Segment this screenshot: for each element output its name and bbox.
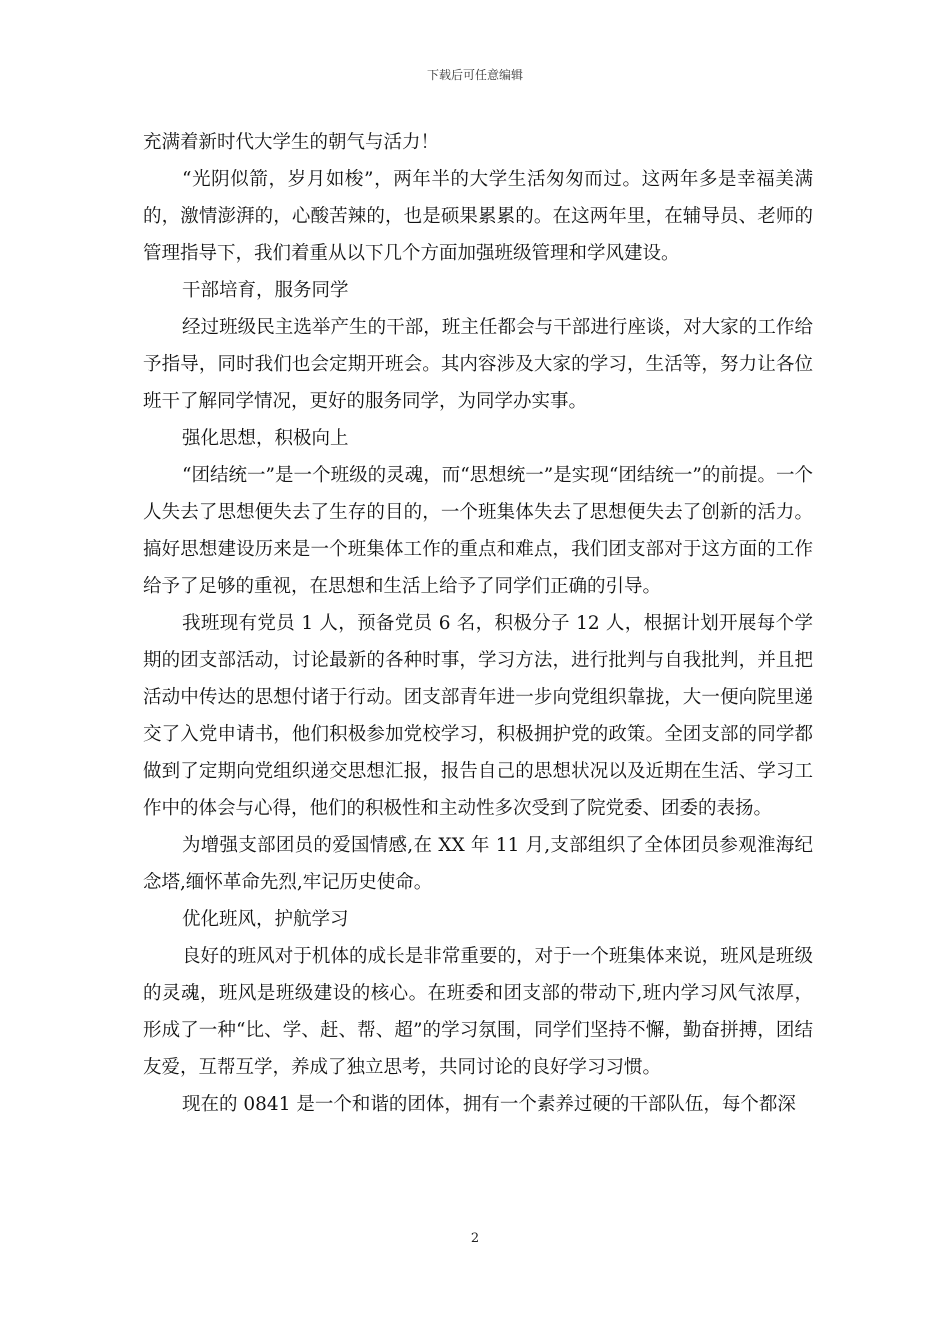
paragraph-class-style: 良好的班风对于机体的成长是非常重要的，对于一个班集体来说，班风是班级的灵魂，班风是班级建设的核心。在班委和团支部的带动下,班内学习风气浓厚，形成了一种“比、学、赶、帮、超”的学习氛围，同学们坚持不懈，勤奋拼搏，团结友爱，互帮互学，养成了独立思考，共同讨论的良好学习习惯。 xyxy=(143,946,813,1078)
section-heading-thought: 强化思想，积极向上 xyxy=(182,428,349,449)
paragraph-continuation: 充满着新时代大学生的朝气与活力！ xyxy=(143,132,440,153)
paragraph-unity: “团结统一”是一个班级的灵魂，而“思想统一”是实现“团结统一”的前提。一个人失去了思想便失去了生存的目的，一个班集体失去了思想便失去了创新的活力。搞好思想建设历来是一个班集体工作的重点和难点，我们团支部对于这方面的工作给予了足够的重视，在思想和生活上给予了同学们正确的引导。 xyxy=(143,465,813,597)
paragraph-party-members: 我班现有党员 1 人，预备党员 6 名，积极分子 12 人，根据计划开展每个学期的团支部活动，讨论最新的各种时事，学习方法，进行批判与自我批判，并且把活动中传达的思想付诸于行动。团支部青年进一步向党组织靠拢，大一便向院里递交了入党申请书，他们积极参加党校学习，积极拥护党的政策。全团支部的同学都做到了定期向党组织递交思想汇报，报告自己的思想状况以及近期在生活、学习工作中的体会与心得，他们的积极性和主动性多次受到了院党委、团委的表扬。 xyxy=(143,613,813,819)
paragraph-patriotism: 为增强支部团员的爱国情感,在 XX 年 11 月,支部组织了全体团员参观淮海纪念塔,缅怀革命先烈,牢记历史使命。 xyxy=(143,835,813,893)
section-heading-cadre: 干部培育，服务同学 xyxy=(182,280,349,301)
paragraph-current-class: 现在的 0841 是一个和谐的团体，拥有一个素养过硬的干部队伍，每个都深 xyxy=(182,1094,796,1115)
document-body xyxy=(143,124,813,1123)
page-number: 2 xyxy=(470,1231,480,1246)
paragraph-cadre: 经过班级民主选举产生的干部，班主任都会与干部进行座谈，对大家的工作给予指导，同时我们也会定期开班会。其内容涉及大家的学习，生活等，努力让各位班干了解同学情况，更好的服务同学，为同学办实事。 xyxy=(143,317,813,412)
section-heading-class-style: 优化班风，护航学习 xyxy=(182,909,349,930)
paragraph-intro: “光阴似箭，岁月如梭”，两年半的大学生活匆匆而过。这两年多是幸福美满的，激情澎湃的，心酸苦辣的，也是硕果累累的。在这两年里，在辅导员、老师的管理指导下，我们着重从以下几个方面加强班级管理和学风建设。 xyxy=(143,169,813,264)
page-header: 下载后可任意编辑 xyxy=(426,68,523,82)
